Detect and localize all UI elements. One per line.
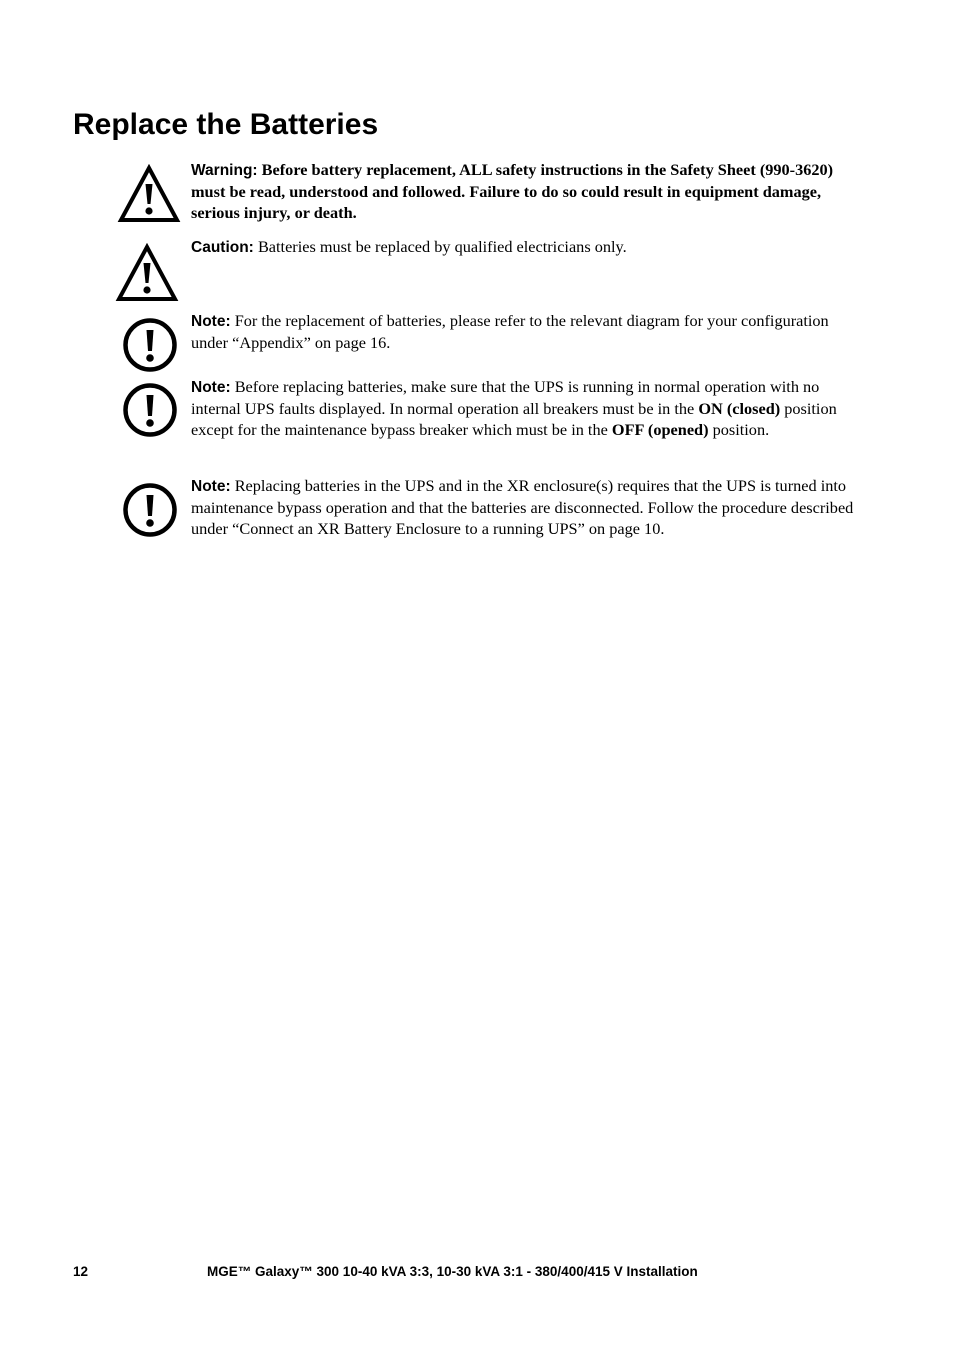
note-2-bold-on: ON (closed): [698, 399, 781, 418]
caution-notice: [191, 236, 859, 258]
caution-triangle-icon: [115, 243, 179, 303]
note-2-text-c: position.: [712, 420, 770, 439]
note-1-text: For the replacement of batteries, please refer to the relevant diagram for your configuration under “Appendix” on page 16.: [191, 311, 829, 352]
footer-page-number: 12: [73, 1264, 89, 1279]
footer-doc-title: MGE™ Galaxy™ 300 10-40 kVA 3:3, 10-30 kVA 3:1 - 380/400/415 V Installation: [207, 1264, 698, 1279]
warning-label: Warning:: [191, 162, 258, 179]
note-3-text: Replacing batteries in the UPS and in the XR enclosure(s) requires that the UPS is turned into maintenance bypass operation and that the batteries are disconnected. Follow the procedure described under “Connect an XR Battery Enclosure to a running UPS” on page 10.: [191, 476, 854, 538]
note-2: [191, 376, 859, 440]
note-2-text-a: Before replacing batteries, make sure that the UPS is running in normal operation with no internal UPS faults displayed. In normal operation all breakers must be in the: [191, 377, 820, 418]
note-1: [191, 310, 859, 353]
note-3-label: Note:: [191, 478, 231, 495]
warning-text: Before battery replacement, ALL safety instructions in the Safety Sheet (990-3620) must be read, understood and followed. Failure to do so could result in equipment damage, serious injury, or death.: [191, 160, 834, 222]
note-3: [191, 475, 859, 539]
note-exclamation-circle-icon: [122, 317, 178, 373]
note-2-bold-off: OFF (opened): [611, 420, 709, 439]
note-exclamation-circle-icon: [122, 382, 178, 438]
note-2-text-b: position except for the maintenance bypass breaker which must be in the: [191, 399, 837, 439]
warning-notice: [191, 159, 859, 223]
note-1-label: Note:: [191, 313, 231, 330]
warning-triangle-icon: [117, 164, 181, 224]
caution-label: Caution:: [191, 239, 254, 256]
page-title: Replace the Batteries: [73, 108, 379, 141]
note-exclamation-circle-icon: [122, 482, 178, 538]
caution-text: Batteries must be replaced by qualified electricians only.: [257, 237, 627, 256]
note-2-label: Note:: [191, 379, 231, 396]
